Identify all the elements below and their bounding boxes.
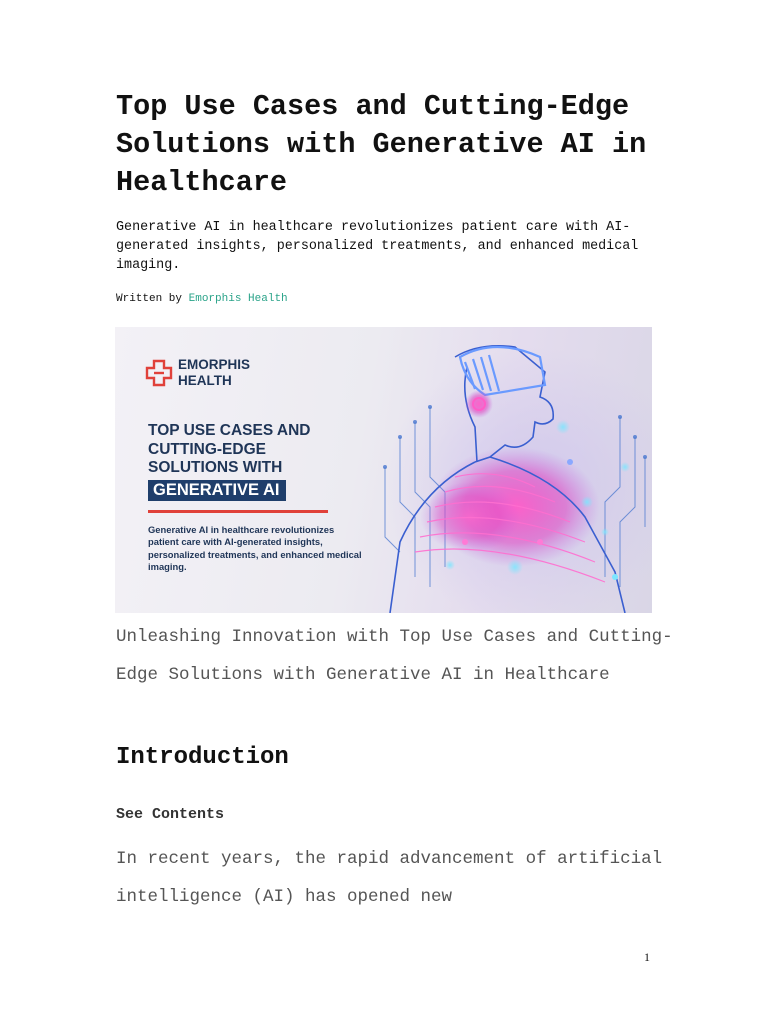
- banner-heading-line: CUTTING-EDGE: [148, 440, 266, 458]
- page-number: 1: [644, 950, 650, 964]
- accent-underline: [148, 510, 328, 513]
- byline-prefix: Written by: [116, 293, 183, 305]
- banner-heading: [148, 422, 388, 501]
- banner-heading-line: TOP USE CASES AND: [148, 422, 311, 439]
- image-caption: Unleashing Innovation with Top Use Cases and Cutting-Edge Solutions with Generative AI in Healthcare: [116, 627, 673, 685]
- body-paragraph: In recent years, the rapid advancement of artificial intelligence (AI) has opened new: [116, 849, 663, 907]
- banner-heading-highlight: GENERATIVE AI: [148, 480, 286, 502]
- subtitle: Generative AI in healthcare revolutionizes patient care with AI-generated insights, personalized treatments, and enhanced medical imaging.: [116, 220, 639, 273]
- logo-line-1: EMORPHIS: [178, 357, 251, 372]
- page-title: Top Use Cases and Cutting-Edge Solutions with Generative AI in Healthcare: [116, 90, 647, 199]
- banner-heading-line: SOLUTIONS WITH: [148, 459, 283, 476]
- banner-description: Generative AI in healthcare revolutionizes patient care with AI-generated insights, personalized treatments, and enhanced medical imaging.: [148, 524, 362, 573]
- brand-logo-text: [178, 357, 298, 389]
- logo-line-2: HEALTH: [178, 373, 232, 388]
- section-heading: Introduction: [116, 744, 289, 771]
- medical-cross-icon: [145, 359, 173, 387]
- hero-banner: [115, 327, 652, 613]
- see-contents-link[interactable]: See Contents: [116, 806, 225, 823]
- byline: [116, 293, 288, 305]
- author-link[interactable]: Emorphis Health: [188, 293, 288, 305]
